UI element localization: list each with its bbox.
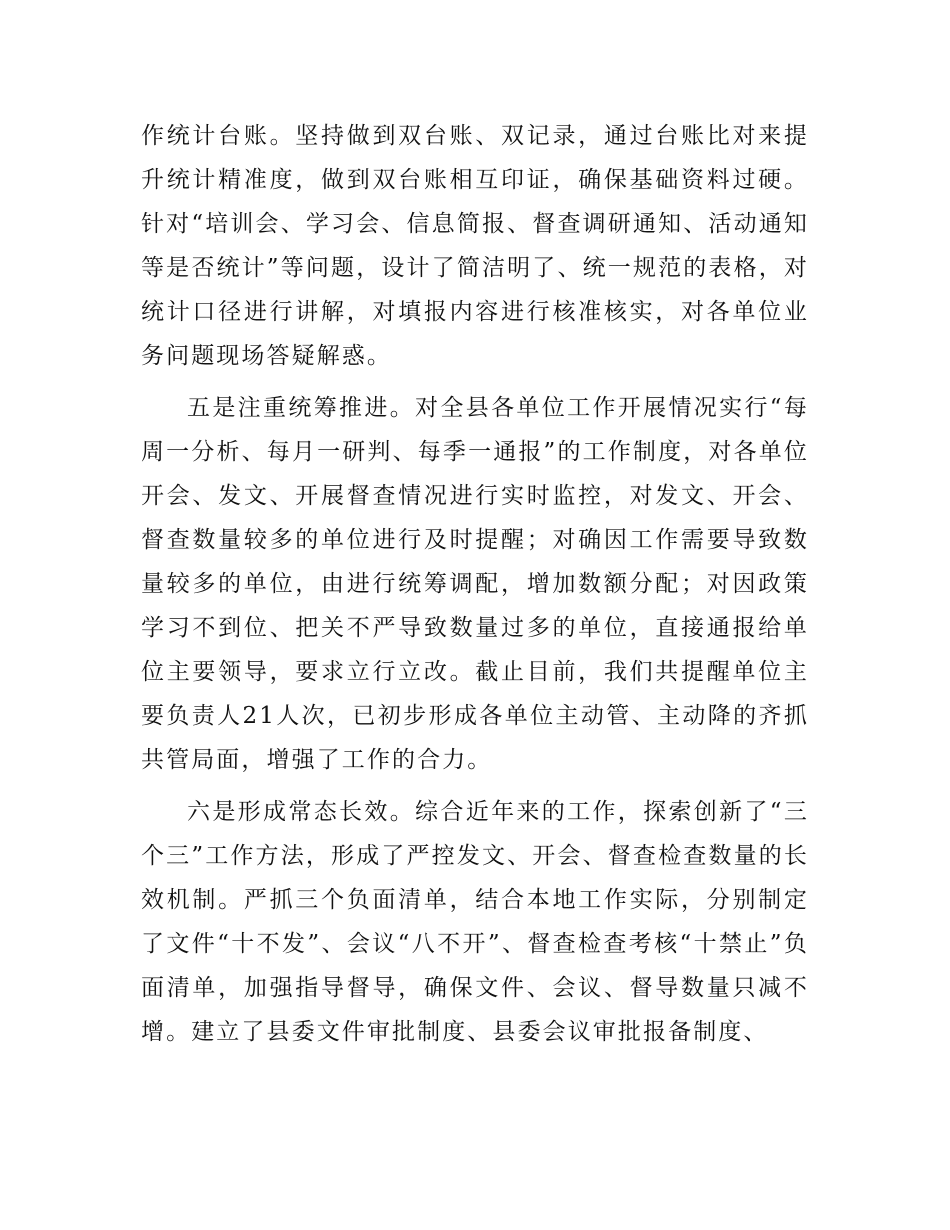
paragraph-six: 六是形成常态长效。综合近年来的工作，探索创新了“三个三”工作方法，形成了严控发文、开会、督查检查数量的长效机制。严抓三个负面清单，结合本地工作实际，分别制定了文件“十不发”、会议“八不开”、督查检查考核“十禁止”负面清单，加强指导督导，确保文件、会议、督导数量只减不增。建立了县委文件审批制度、县委会议审批报备制度、 (141, 799, 809, 1045)
document-body (141, 114, 809, 1062)
paragraph-continuation: 作统计台账。坚持做到双台账、双记录，通过台账比对来提升统计精准度，做到双台账相互印证，确保基础资料过硬。针对“培训会、学习会、信息简报、督查调研通知、活动通知等是否统计”等问题，设计了简洁明了、统一规范的表格，对统计口径进行讲解，对填报内容进行核准核实，对各单位业务问题现场答疑解惑。 (141, 123, 809, 369)
paragraph-five: 五是注重统筹推进。对全县各单位工作开展情况实行“每周一分析、每月一研判、每季一通报”的工作制度，对各单位开会、发文、开展督查情况进行实时监控，对发文、开会、督查数量较多的单位进行及时提醒；对确因工作需要导致数量较多的单位，由进行统筹调配，增加数额分配；对因政策学习不到位、把关不严导致数量过多的单位，直接通报给单位主要领导，要求立行立改。截止目前，我们共提醒单位主要负责人21人次，已初步形成各单位主动管、主动降的齐抓共管局面，增强了工作的合力。 (141, 395, 809, 773)
